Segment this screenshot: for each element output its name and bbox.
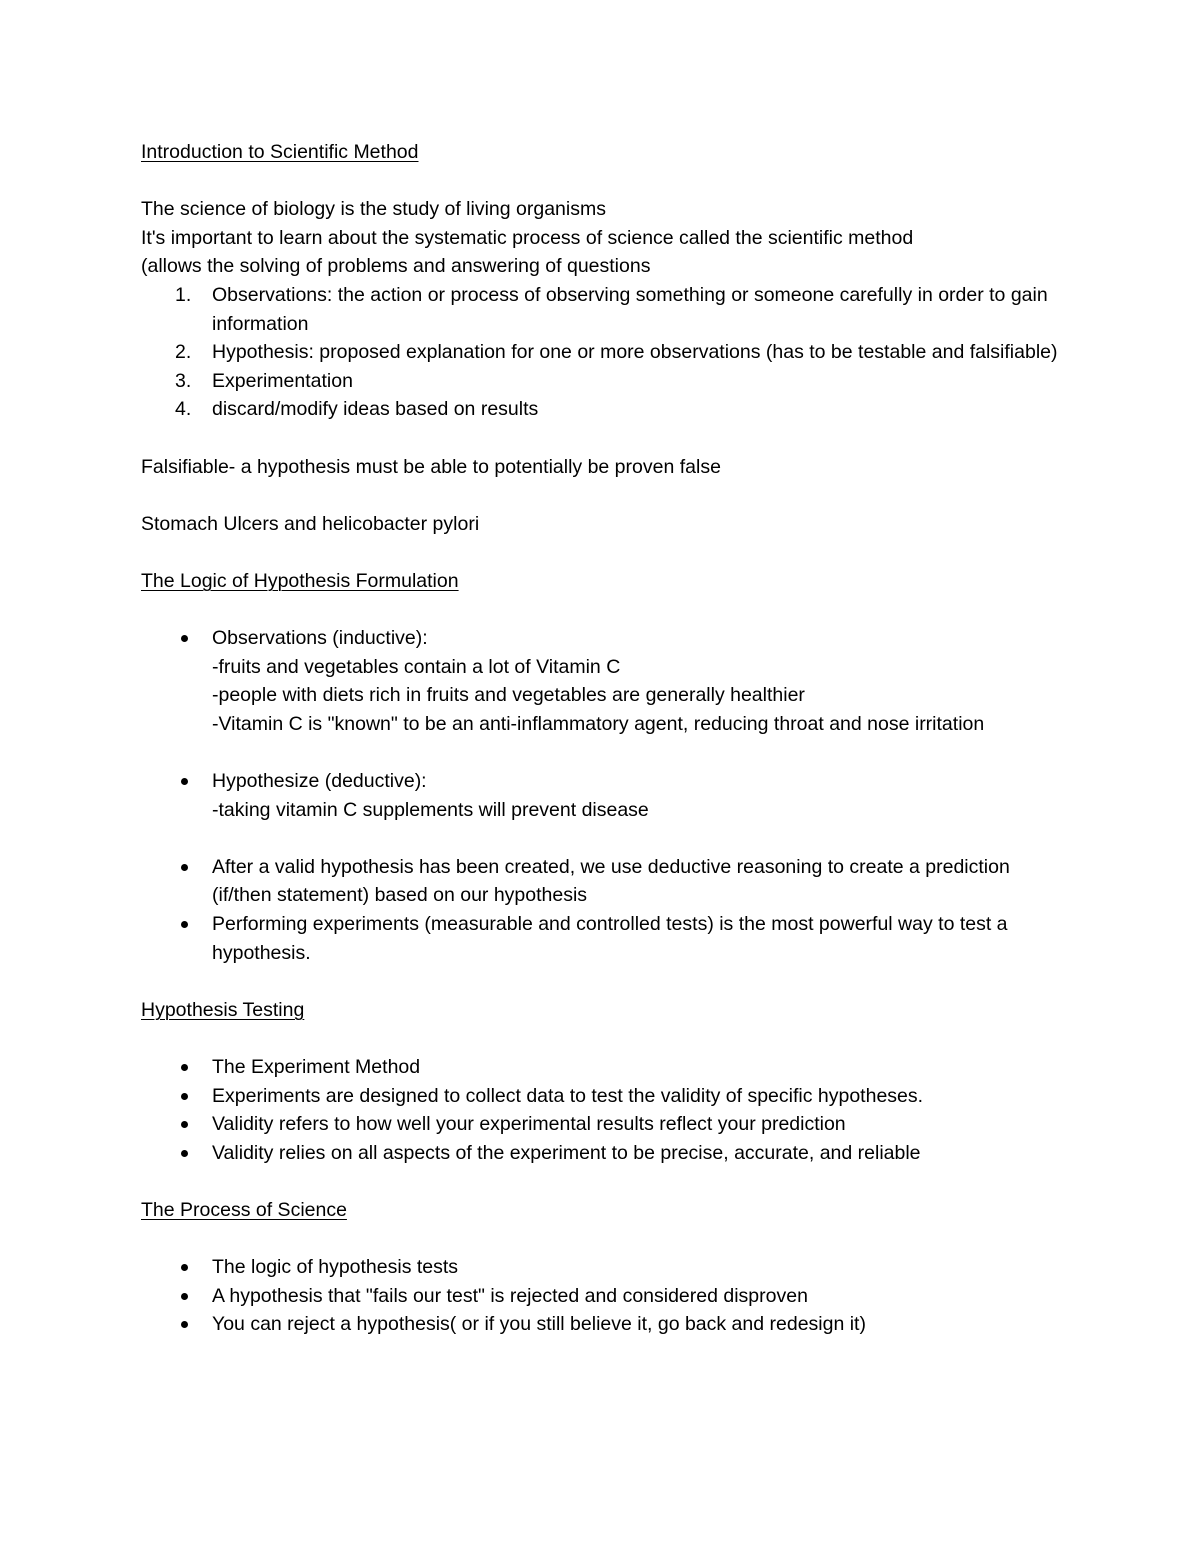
item-number: 3. — [175, 369, 192, 392]
spacer — [141, 1024, 1061, 1053]
logic-list — [141, 767, 1061, 824]
bullet-icon — [181, 635, 188, 642]
logic-list — [141, 853, 1061, 967]
spacer — [141, 596, 1061, 625]
spacer — [141, 538, 1061, 567]
scientific-method-steps — [141, 281, 1061, 424]
paragraph-line: The science of biology is the study of living organisms — [141, 198, 606, 221]
bullet-icon — [181, 1264, 188, 1271]
item-text: -Vitamin C is "known" to be an anti-inflammatory agent, reducing throat and nose irritation — [212, 712, 985, 735]
bullet-item — [141, 624, 1061, 738]
document-page — [141, 138, 1061, 1339]
bullet-item — [141, 853, 1061, 910]
numbered-item — [141, 338, 1061, 367]
spacer — [141, 481, 1061, 510]
item-text: discard/modify ideas based on results — [212, 398, 539, 421]
spacer — [141, 1167, 1061, 1196]
item-text: -fruits and vegetables contain a lot of Vitamin C — [212, 655, 621, 678]
item-text: Validity refers to how well your experimental results reflect your prediction — [212, 1113, 846, 1136]
item-text: After a valid hypothesis has been created, we use deductive reasoning to create a prediction (if/then statement) based on our hypothesis — [212, 855, 1010, 907]
item-text: Experimentation — [212, 369, 353, 392]
item-text: Performing experiments (measurable and controlled tests) is the most powerful way to test a hypothesis. — [212, 913, 1008, 964]
spacer — [141, 424, 1061, 453]
section-heading-testing: Hypothesis Testing — [141, 998, 305, 1021]
spacer — [141, 824, 1061, 853]
bullet-item — [141, 767, 1061, 824]
bullet-icon — [181, 1064, 188, 1071]
testing-list — [141, 1053, 1061, 1167]
bullet-icon — [181, 1093, 188, 1100]
numbered-item — [141, 395, 1061, 424]
bullet-item — [141, 1082, 1061, 1111]
bullet-item — [141, 910, 1061, 967]
bullet-item — [141, 1053, 1061, 1082]
spacer — [141, 1225, 1061, 1254]
section-heading-process: The Process of Science — [141, 1198, 347, 1221]
bullet-icon — [181, 1150, 188, 1157]
process-list — [141, 1253, 1061, 1339]
item-text: Experiments are designed to collect data to test the validity of specific hypotheses. — [212, 1084, 924, 1107]
bullet-item — [141, 1282, 1061, 1311]
falsifiable-definition: Falsifiable- a hypothesis must be able to potentially be proven false — [141, 455, 721, 478]
item-text: The logic of hypothesis tests — [212, 1256, 459, 1279]
item-number: 4. — [175, 398, 192, 421]
bullet-item — [141, 1310, 1061, 1339]
logic-list — [141, 624, 1061, 738]
bullet-item — [141, 1110, 1061, 1139]
paragraph-line: It's important to learn about the systematic process of science called the scientific method — [141, 226, 914, 249]
item-text: Hypothesize (deductive): — [212, 770, 427, 793]
numbered-item — [141, 367, 1061, 396]
bullet-icon — [181, 1121, 188, 1128]
item-text: You can reject a hypothesis( or if you still believe it, go back and redesign it) — [212, 1313, 866, 1336]
section-heading-logic: The Logic of Hypothesis Formulation — [141, 569, 459, 592]
item-text: Observations (inductive): — [212, 627, 428, 650]
item-text: A hypothesis that "fails our test" is rejected and considered disproven — [212, 1284, 808, 1307]
section-heading-intro: Introduction to Scientific Method — [141, 141, 419, 163]
paragraph-line: (allows the solving of problems and answering of questions — [141, 255, 651, 278]
item-text: -people with diets rich in fruits and vegetables are generally healthier — [212, 684, 805, 707]
bullet-item — [141, 1139, 1061, 1168]
item-text: Validity relies on all aspects of the experiment to be precise, accurate, and reliable — [212, 1141, 921, 1164]
item-text: Observations: the action or process of observing something or someone carefully in order to gain information — [212, 283, 1048, 335]
bullet-icon — [181, 864, 188, 871]
spacer — [141, 967, 1061, 996]
item-text: The Experiment Method — [212, 1056, 421, 1078]
item-text: -taking vitamin C supplements will prevent disease — [212, 798, 649, 821]
example-text: Stomach Ulcers and helicobacter pylori — [141, 512, 480, 535]
bullet-item — [141, 1253, 1061, 1282]
spacer — [141, 738, 1061, 767]
spacer — [141, 167, 1061, 196]
item-number: 2. — [175, 341, 192, 364]
numbered-item — [141, 281, 1061, 338]
item-number: 1. — [175, 283, 192, 306]
bullet-icon — [181, 921, 188, 928]
bullet-icon — [181, 1293, 188, 1300]
bullet-icon — [181, 1321, 188, 1328]
bullet-icon — [181, 778, 188, 785]
item-text: Hypothesis: proposed explanation for one or more observations (has to be testable and falsifiable) — [212, 341, 1058, 364]
